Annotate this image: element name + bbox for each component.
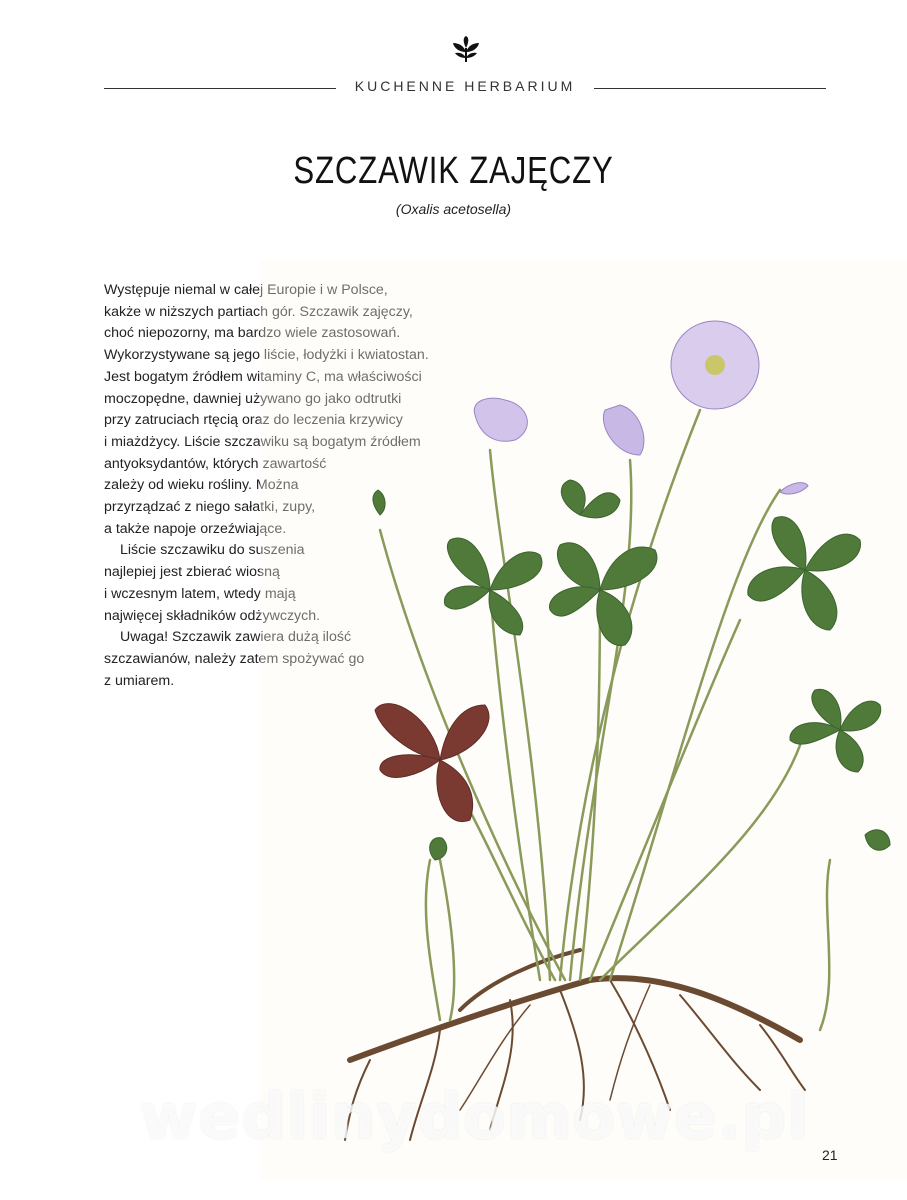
watermark: wedlinydomowe.pl: [140, 1080, 810, 1153]
latin-name: (Oxalis acetosella): [395, 201, 512, 217]
paragraph: Liście szczawiku do suszenia najlepiej jest zbierać wiosną i wczesnym latem, wtedy mają najwięcej składników odżywczych.: [104, 542, 321, 624]
leaf-sprig-icon: [451, 36, 481, 64]
header-rule-left: [104, 88, 336, 89]
section-title: KUCHENNE HERBARIUM: [354, 78, 576, 94]
page-title: SZCZAWIK ZAJĘCZY: [293, 150, 614, 192]
page-number: 21: [822, 1147, 838, 1163]
header-rule-right: [594, 88, 826, 89]
paragraph: Występuje niemal w całej Europie i w Polsce, kakże w niższych partiach gór. Szczawik zajęczy, choć niepozorny, ma bardzo wiele zastosowań. Wykorzystywane są jego liście, łodyżki i kwiatostan. Jest bogatym źródłem witaminy C, ma właściwości moczopędne, dawniej używano go jako odtrutki przy zatruciach rtęcią oraz do leczenia krzywicy i miażdżycy. Liście szczawiku są bogatym źródłem antyoksydantów, których zawartość zależy od wieku rośliny. Można przyrządzać z niego sałatki, zupy, a także napoje orzeźwiające.: [104, 282, 429, 537]
paragraph: Uwaga! Szczawik zawiera dużą ilość szczawianów, należy zatem spożywać go z umiarem.: [104, 629, 365, 689]
wood-sorrel-illustration: [260, 260, 907, 1180]
